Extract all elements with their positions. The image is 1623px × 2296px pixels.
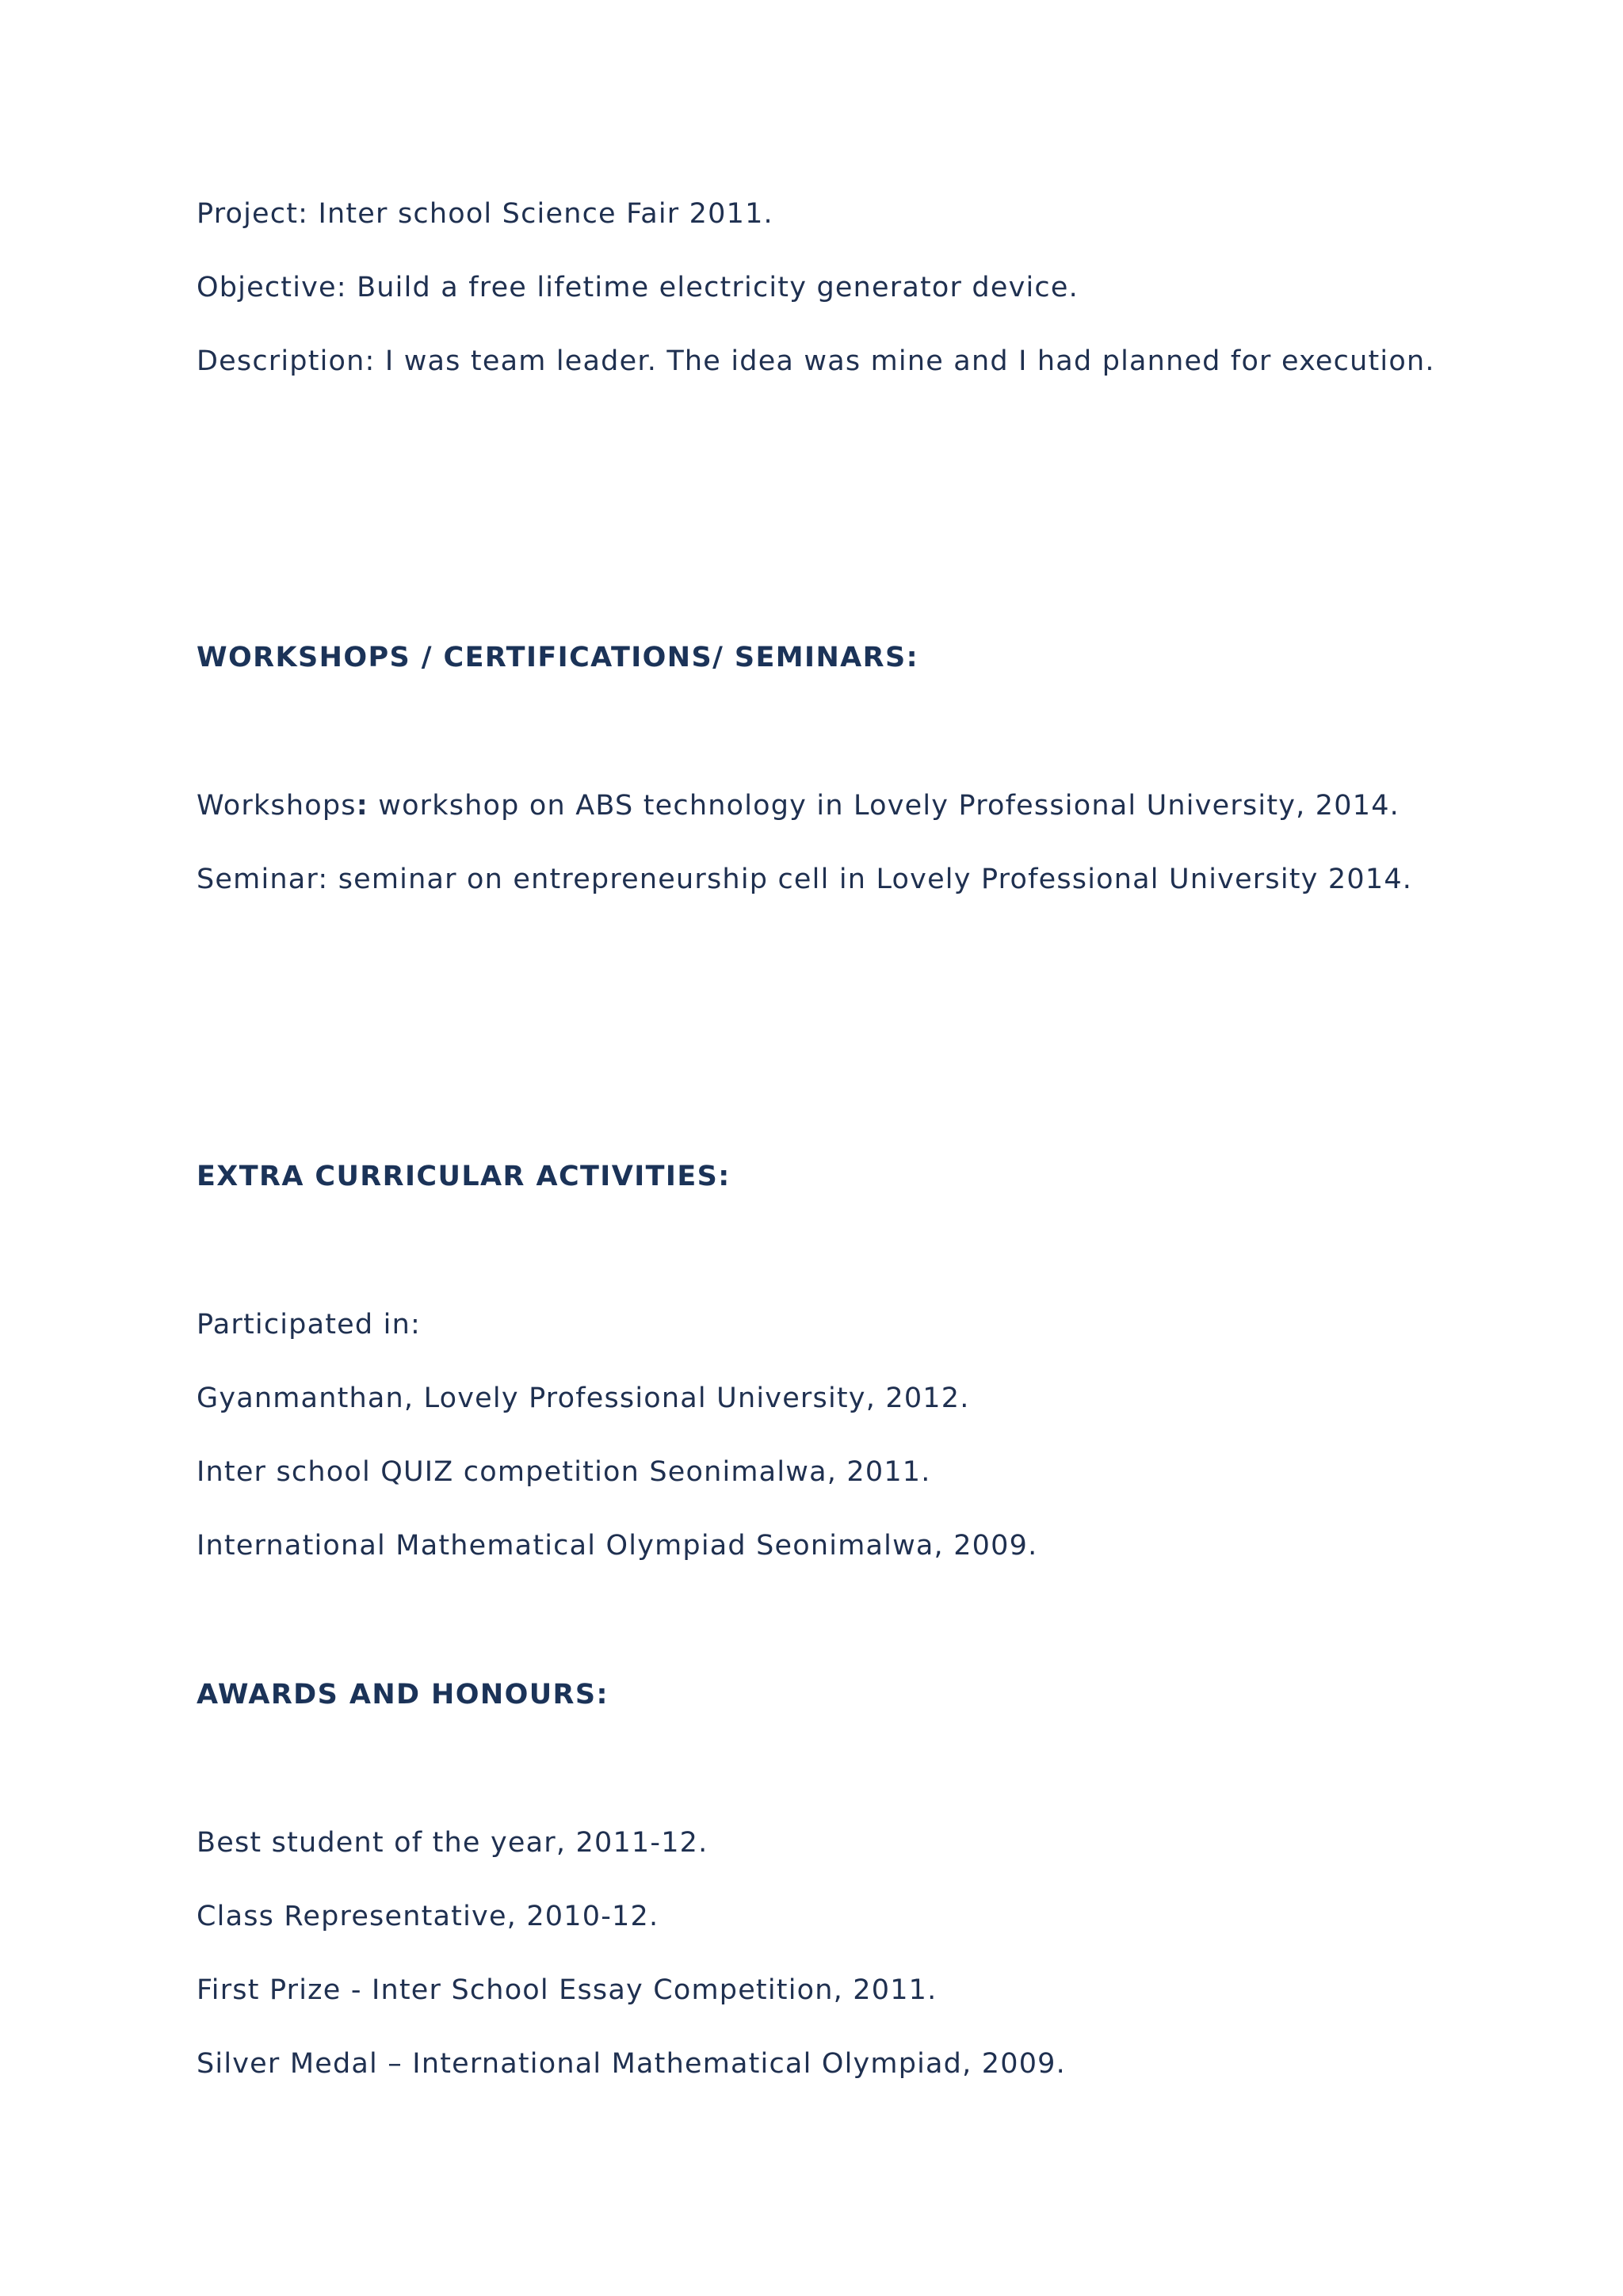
workshops-colon: : [356, 790, 369, 822]
list-item: First Prize - Inter School Essay Competition, 2011. [197, 1974, 938, 2006]
workshops-text: workshop on ABS technology in Lovely Professional University, 2014. [368, 790, 1400, 822]
list-item: Best student of the year, 2011-12. [197, 1827, 708, 1859]
extra-curricular-heading: EXTRA CURRICULAR ACTIVITIES: [197, 1161, 731, 1192]
objective-line: Objective: Build a free lifetime electricity generator device. [197, 272, 1079, 303]
workshops-heading: WORKSHOPS / CERTIFICATIONS/ SEMINARS: [197, 642, 918, 673]
list-item: Class Representative, 2010-12. [197, 1901, 659, 1932]
project-line: Project: Inter school Science Fair 2011. [197, 198, 773, 230]
awards-heading: AWARDS AND HONOURS: [197, 1679, 609, 1711]
list-item: Silver Medal – International Mathematical Olympiad, 2009. [197, 2048, 1066, 2080]
list-item: International Mathematical Olympiad Seonimalwa, 2009. [197, 1530, 1038, 1562]
list-item: Gyanmanthan, Lovely Professional University, 2012. [197, 1383, 970, 1414]
workshops-line [197, 788, 1400, 823]
participated-intro: Participated in: [197, 1309, 421, 1341]
description-line: Description: I was team leader. The idea was mine and I had planned for execution. [197, 345, 1435, 377]
list-item: Inter school QUIZ competition Seonimalwa, 2011. [197, 1456, 931, 1488]
workshops-label: Workshops [197, 790, 357, 822]
seminar-line: Seminar: seminar on entrepreneurship cell in Lovely Professional University 2014. [197, 864, 1413, 895]
